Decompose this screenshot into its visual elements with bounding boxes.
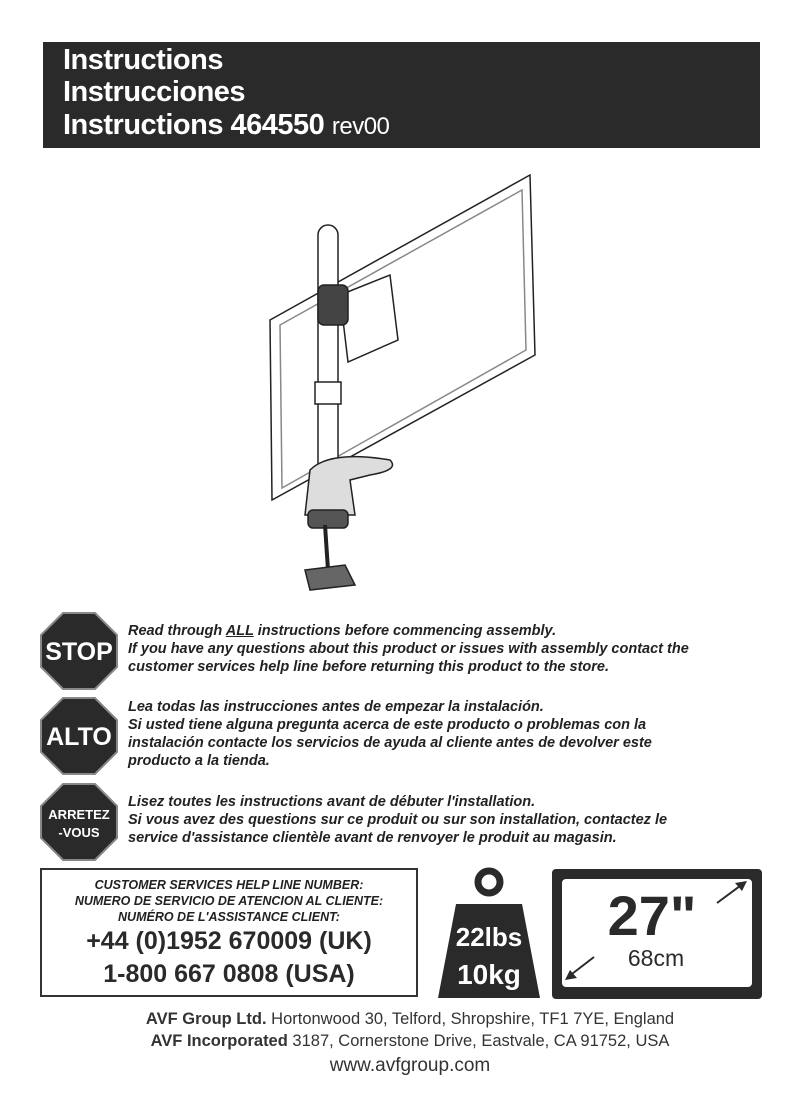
svg-text:-VOUS: -VOUS (58, 825, 100, 840)
title-fr (63, 109, 389, 142)
product-illustration (260, 170, 550, 600)
title-model: Instructions 464550 (63, 109, 325, 141)
address-us: AVF Incorporated 3187, Cornerstone Drive, Eastvale, CA 91752, USA (150, 1032, 670, 1050)
warning-fr: Lisez toutes les instructions avant de débuter l'installation. Si vous avez des questions sur ce produit ou sur son installation, contactez le service d'assistance clientèle avant de renvoyer le produit au magasin. (128, 794, 668, 846)
svg-text:68cm: 68cm (627, 945, 685, 971)
svg-text:27": 27" (607, 884, 697, 947)
title-es: Instrucciones (63, 76, 246, 108)
title-banner (43, 42, 760, 148)
svg-text:ARRETEZ: ARRETEZ (48, 807, 110, 822)
stop-sign-icon (40, 612, 118, 690)
arretez-sign-icon (40, 783, 118, 861)
svg-text:10kg: 10kg (457, 959, 521, 990)
help-label: NUMERO DE SERVICIO DE ATENCION AL CLIENTE: (74, 894, 384, 908)
title-en: Instructions (63, 44, 223, 76)
warning-es: Lea todas las instrucciones antes de empezar la instalación. Si usted tiene alguna pregunta acerca de este producto o problemas con la instalación contacte los servicios de ayuda al cliente antes de devolver este producto a la tienda. (128, 699, 652, 769)
svg-text:22lbs: 22lbs (455, 922, 523, 952)
svg-text:ALTO: ALTO (46, 723, 112, 751)
website-link[interactable]: www.avfgroup.com (329, 1055, 491, 1076)
phone-usa: 1-800 667 0808 (USA) (103, 960, 355, 988)
alto-sign-icon (40, 697, 118, 775)
weight-icon (436, 866, 542, 998)
warning-en: Read through ALL instructions before commencing assembly. If you have any questions about this product or issues with assembly contact the customer services help line before returning this product to the store. (128, 623, 689, 675)
help-label: NUMÉRO DE L'ASSISTANCE CLIENT: (118, 910, 340, 924)
help-label: CUSTOMER SERVICES HELP LINE NUMBER: (94, 878, 364, 892)
revision: rev00 (331, 113, 390, 140)
screen-size-icon (552, 869, 762, 999)
address-uk: AVF Group Ltd. Hortonwood 30, Telford, Shropshire, TF1 7YE, England (145, 1010, 675, 1028)
svg-text:STOP: STOP (45, 638, 113, 666)
monitor-outline (270, 175, 535, 500)
help-line-box (40, 868, 418, 997)
phone-uk: +44 (0)1952 670009 (UK) (86, 927, 372, 955)
